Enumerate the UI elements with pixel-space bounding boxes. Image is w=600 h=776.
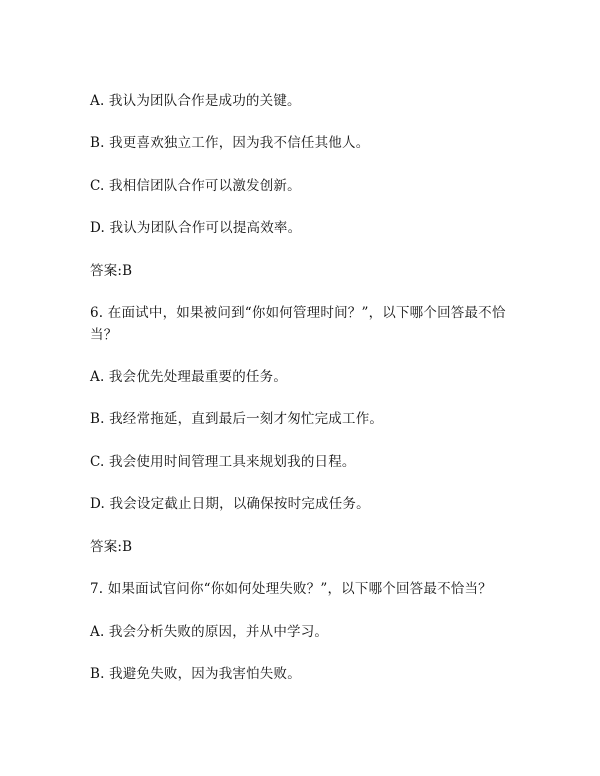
q5-option-a: A. 我认为团队合作是成功的关键。 (90, 93, 301, 109)
q6-option-b: B. 我经常拖延，直到最后一刻才匆忙完成工作。 (90, 411, 384, 427)
q6-question: 6. 在面试中，如果被问到“你如何管理时间？”，以下哪个回答最不恰当？ (90, 305, 506, 343)
q5-option-d: D. 我认为团队合作可以提高效率。 (90, 220, 302, 236)
q6-option-a: A. 我会优先处理最重要的任务。 (90, 369, 288, 385)
q6-option-c: C. 我会使用时间管理工具来规划我的日程。 (90, 454, 356, 470)
q6-answer: 答案:B (90, 539, 133, 555)
q5-option-b: B. 我更喜欢独立工作，因为我不信任其他人。 (90, 135, 370, 151)
q7-option-a: A. 我会分析失败的原因，并从中学习。 (90, 624, 329, 640)
q5-option-c: C. 我相信团队合作可以激发创新。 (90, 178, 301, 194)
q7-option-b: B. 我避免失败，因为我害怕失败。 (90, 666, 301, 682)
q5-answer: 答案:B (90, 263, 133, 279)
q7-question: 7. 如果面试官问你“你如何处理失败？”，以下哪个回答最不恰当？ (90, 581, 492, 597)
q6-option-d: D. 我会设定截止日期，以确保按时完成任务。 (90, 496, 370, 512)
